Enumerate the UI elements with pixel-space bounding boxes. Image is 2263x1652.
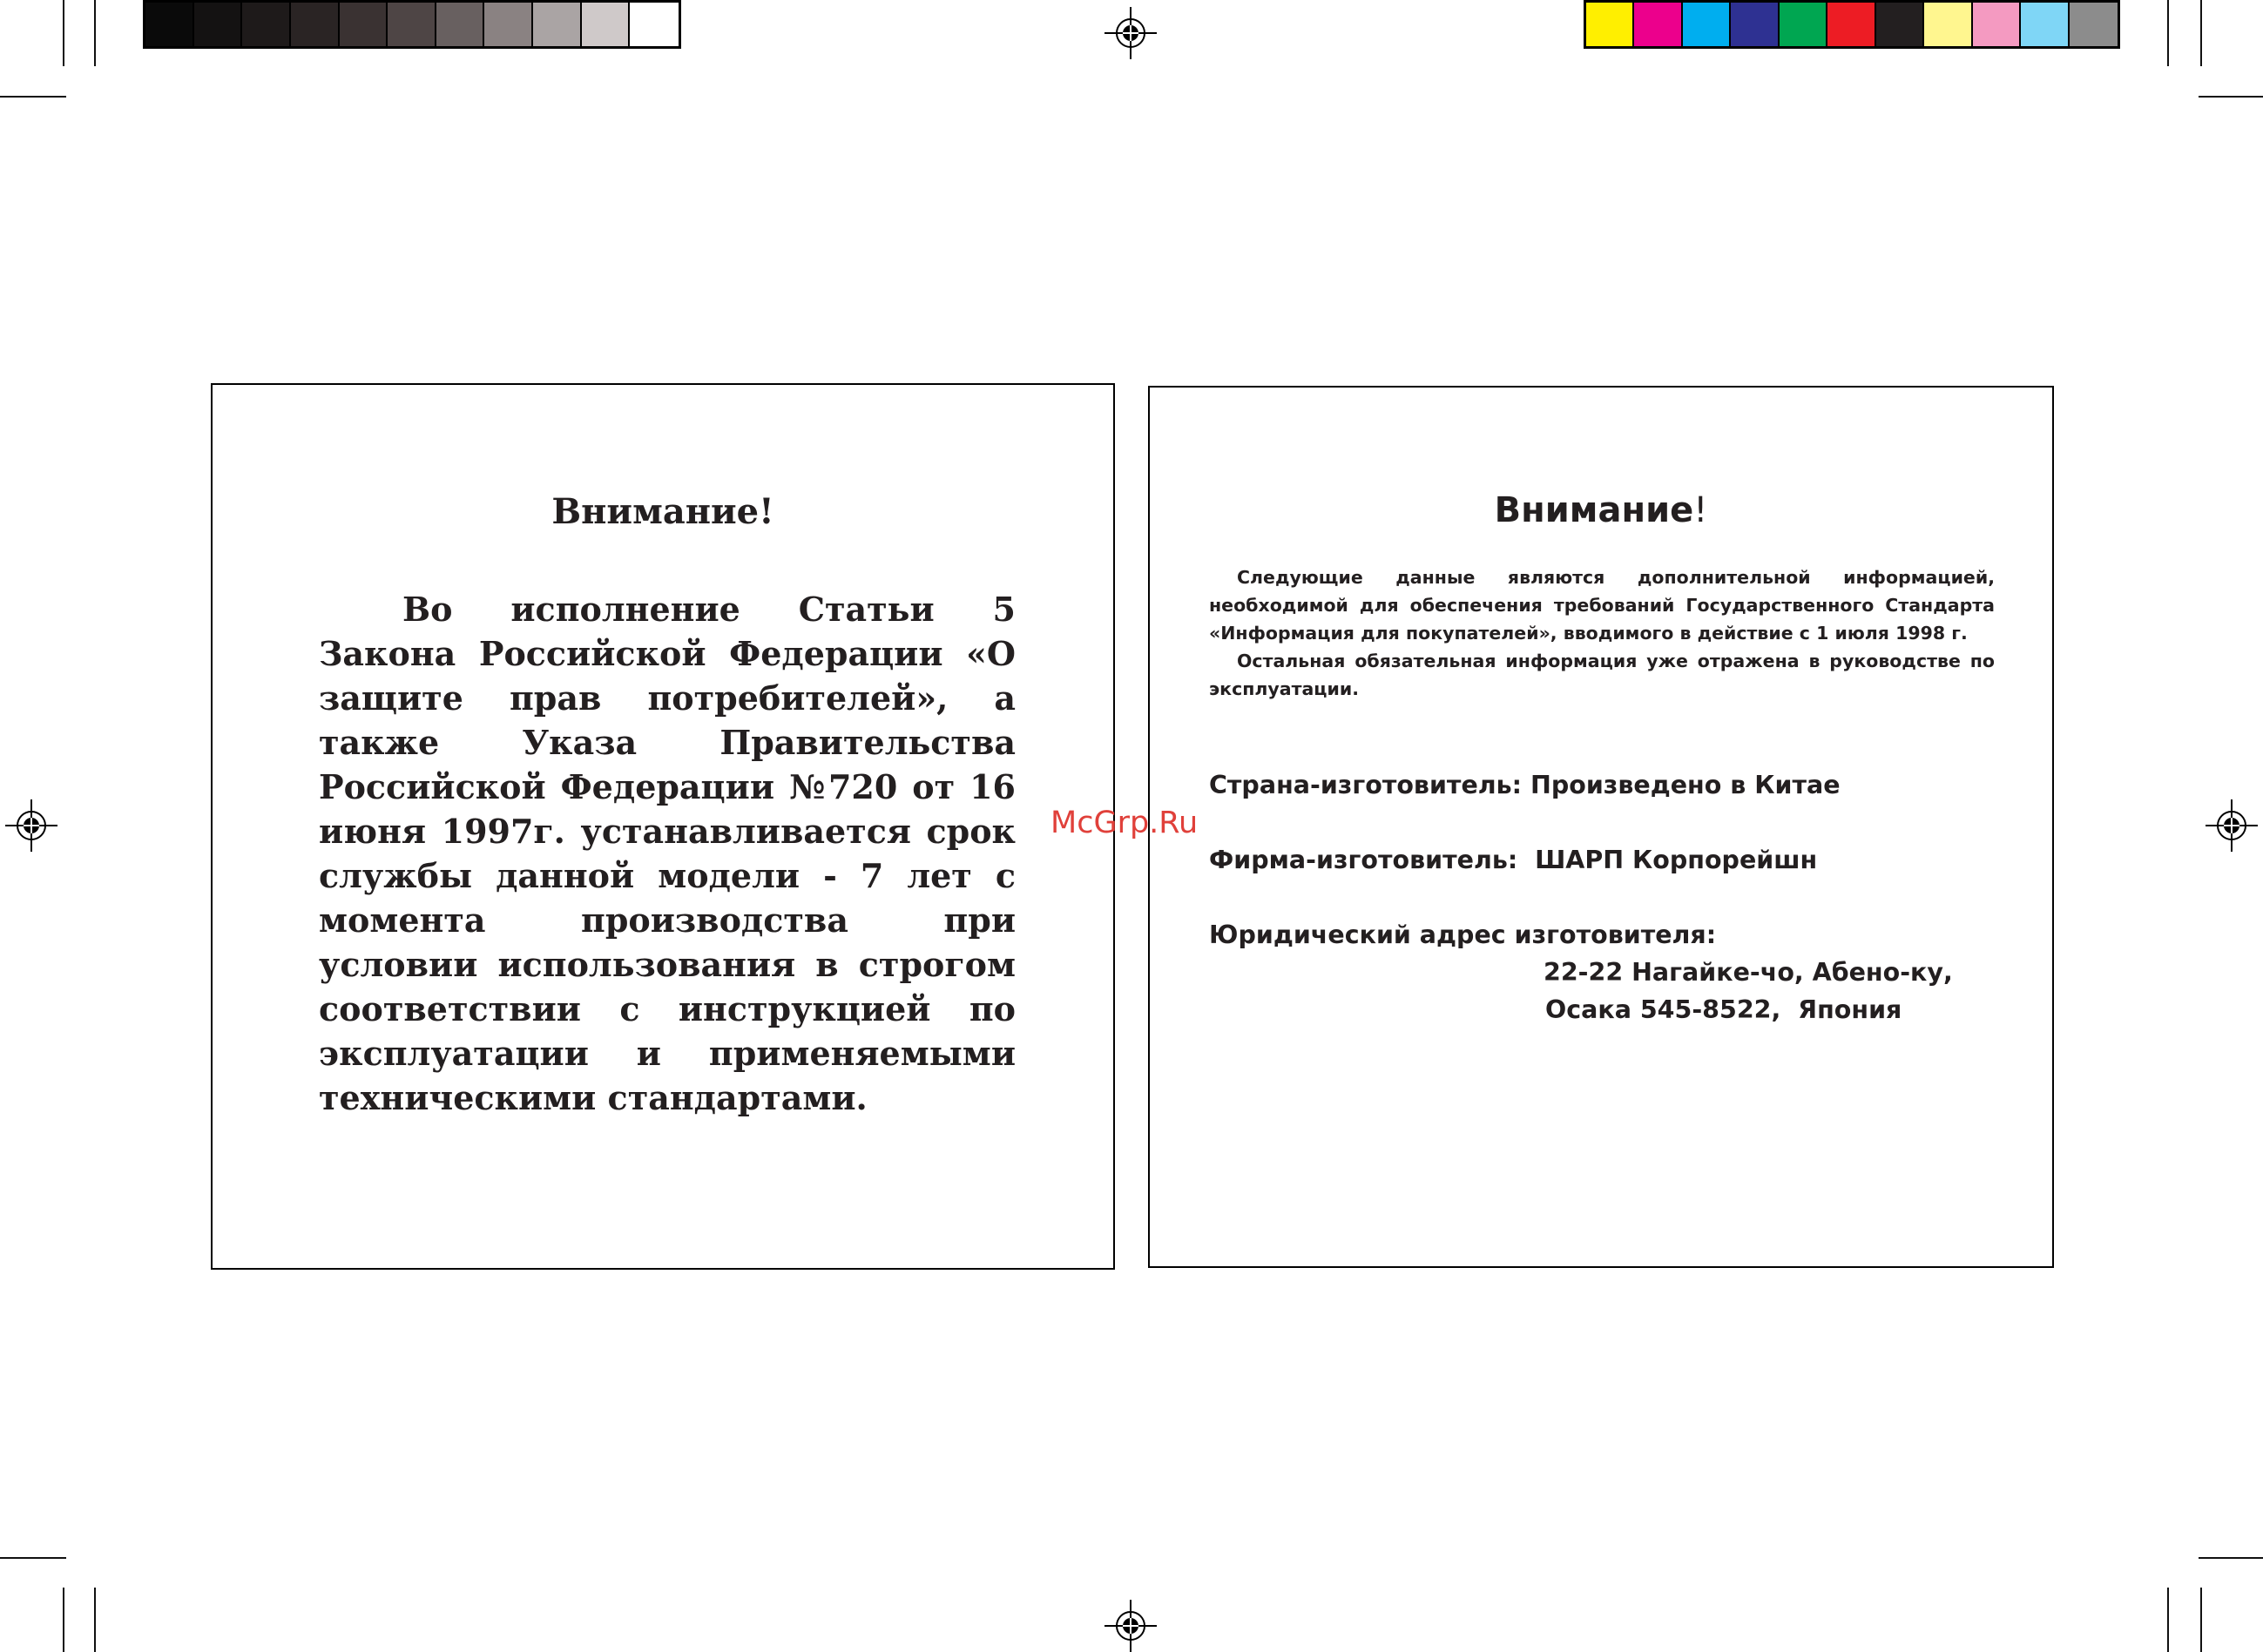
color-swatch [2021,3,2069,46]
crop-mark [2167,0,2169,66]
manufacturer: Фирма-изготовитель: ШАРП Корпорейшн [1209,846,1818,874]
color-swatch [1876,3,1924,46]
color-swatch [1586,3,1634,46]
color-swatch [1827,3,1875,46]
crop-mark [0,96,66,98]
left-notice-panel [211,383,1115,1270]
grayscale-color-bar [143,0,681,49]
color-swatch [340,3,388,46]
color-swatch [388,3,436,46]
crop-mark [94,0,96,66]
right-panel-title-text: Внимание [1494,490,1694,530]
crop-mark [63,1588,64,1652]
color-swatch [2070,3,2118,46]
color-swatch [582,3,631,46]
legal-address-line-2: Осака 545-8522, Япония [1545,995,1902,1024]
legal-address-label: Юридический адрес изготовителя: [1209,920,1717,949]
crop-mark [2167,1588,2169,1652]
color-swatch [484,3,533,46]
right-panel-title [1150,490,2052,530]
registration-mark-right [2206,799,2258,852]
watermark: McGrp.Ru [1050,806,1199,840]
color-swatch [630,3,679,46]
crop-mark [2200,0,2202,66]
registration-mark-top [1104,7,1157,59]
color-swatch [436,3,485,46]
process-color-bar [1584,0,2120,49]
country-of-origin: Страна-изготовитель: Произведено в Китае [1209,771,1841,799]
right-panel-title-mark: ! [1693,490,1708,530]
left-panel-title: Внимание! [551,491,774,532]
color-swatch [1780,3,1827,46]
color-swatch [194,3,243,46]
color-swatch [145,3,194,46]
registration-mark-bottom [1104,1600,1157,1652]
left-panel-body: Во исполнение Статьи 5 Закона Российской Федерации «О защите прав потребителей», а также Указа Правительства Российской Федерации №720 от 16 июня 1997г. устанавливается срок службы данной модели - 7 лет с момента производства при условии использования в строгом соответствии с инструкцией по эксплуатации и применяемыми техническими стандартами. [319,590,1016,1117]
color-swatch [1731,3,1779,46]
right-notice-panel [1148,386,2054,1268]
registration-mark-left [5,799,57,852]
crop-mark [63,0,64,66]
info-paragraph-2: Остальная обязательная информация уже отражена в руководстве по эксплуатации. [1209,651,1995,699]
additional-info [1209,563,1995,703]
crop-mark [0,1557,66,1559]
color-swatch [1924,3,1972,46]
color-swatch [242,3,291,46]
legal-address-line-1: 22-22 Нагайке-чо, Абено-ку, [1544,958,1953,987]
crop-mark [2199,1557,2263,1559]
color-swatch [1973,3,2021,46]
crop-mark [2200,1588,2202,1652]
color-swatch [533,3,582,46]
info-paragraph-1: Следующие данные являются дополнительной информацией, необходимой для обеспечения требований Государственного Стандарта «Информация для покупателей», вводимого в действие с 1 июля 1998 г. [1209,567,1995,644]
color-swatch [1634,3,1682,46]
color-swatch [291,3,340,46]
crop-mark [2199,96,2263,98]
color-swatch [1683,3,1731,46]
crop-mark [94,1588,96,1652]
